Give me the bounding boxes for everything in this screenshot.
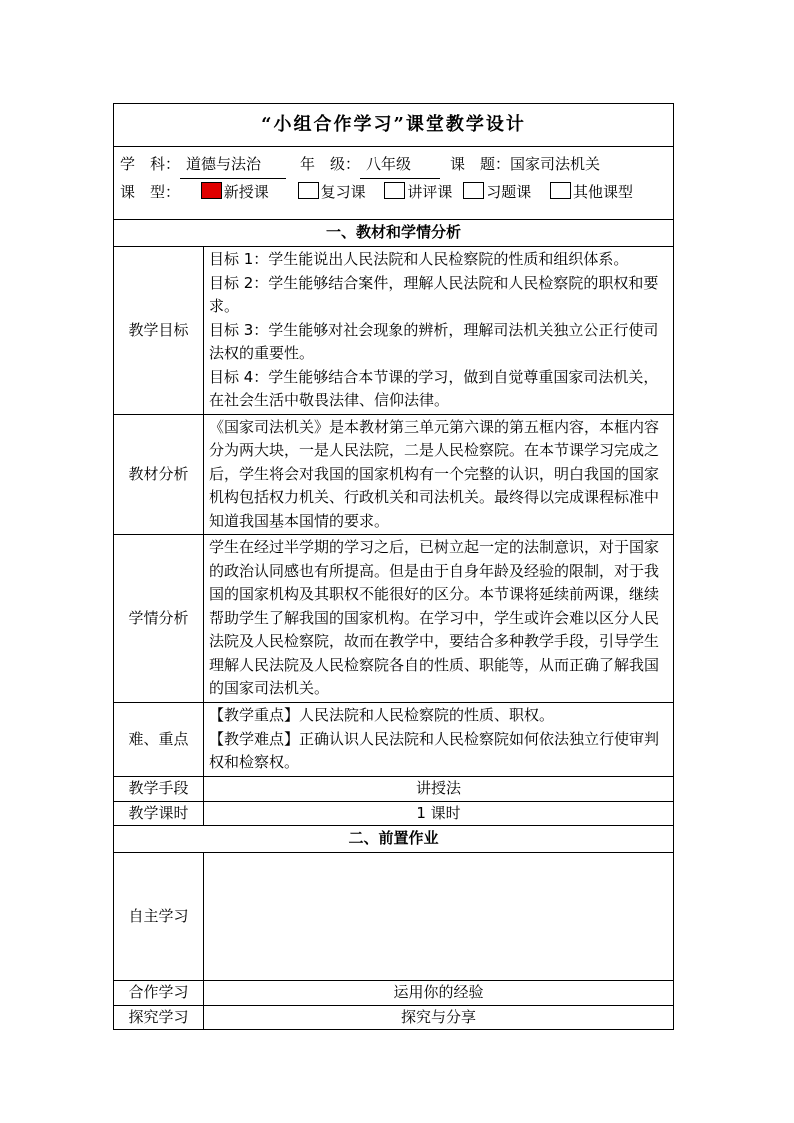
- subject-label: 学 科：: [120, 155, 181, 173]
- key-focus: 【教学重点】人民法院和人民检察院的性质、职权。: [209, 706, 555, 725]
- goals-label: 教学目标: [114, 247, 204, 415]
- goals-content: [204, 247, 674, 415]
- hours-label: 教学课时: [114, 801, 204, 826]
- type-option-new[interactable]: 新授课: [201, 183, 269, 201]
- meta-line-1: [120, 151, 667, 179]
- type-option-review[interactable]: 复习课: [298, 183, 366, 201]
- section-heading-prework: 二、前置作业: [114, 826, 674, 853]
- document-title: “小组合作学习”课堂教学设计: [114, 104, 674, 147]
- self-study-label: 自主学习: [114, 853, 204, 981]
- topic-label: 课 题：: [450, 155, 511, 173]
- coop-label: 合作学习: [114, 981, 204, 1006]
- self-study-content[interactable]: [204, 853, 674, 981]
- type-option-exercise[interactable]: 习题课: [463, 183, 531, 201]
- explore-label: 探究学习: [114, 1005, 204, 1030]
- hours-value: 1 课时: [204, 801, 674, 826]
- lesson-plan-table: [113, 103, 674, 1030]
- goal-item: 目标 1：学生能说出人民法院和人民检察院的性质和组织体系。: [209, 250, 629, 269]
- students-label: 学情分析: [114, 535, 204, 703]
- material-content: 《国家司法机关》是本教材第三单元第六课的第五框内容，本框内容分为两大块，一是人民法院，二是人民检察院。在本节课学习完成之后，学生将会对我国的国家机构有一个完整的认识，明白我国的国家机构包括权力机关、行政机关和司法机关。最终得以完成课程标准中知道我国基本国情的要求。: [204, 415, 674, 535]
- subject-value: 道德与法治: [180, 151, 286, 179]
- checkbox-icon[interactable]: [550, 182, 571, 199]
- key-label: 难、重点: [114, 703, 204, 777]
- method-label: 教学手段: [114, 777, 204, 802]
- topic-value: 国家司法机关: [510, 155, 601, 173]
- checkbox-icon[interactable]: [463, 182, 484, 199]
- goal-item: 目标 4：学生能够结合本节课的学习，做到自觉尊重国家司法机关，在社会生活中敬畏法律、信仰法律。: [209, 367, 659, 410]
- checkbox-icon[interactable]: [384, 182, 405, 199]
- students-content: 学生在经过半学期的学习之后，已树立起一定的法制意识，对于国家的政治认同感也有所提高。但是由于自身年龄及经验的限制，对于我国的国家机构及其职权不能很好的区分。本节课将延续前两课，继续帮助学生了解我国的国家机构。在学习中，学生或许会难以区分人民法院及人民检察院，故而在教学中，要结合多种教学手段，引导学生理解人民法院及人民检察院各自的性质、职能等，从而正确了解我国的国家司法机关。: [204, 535, 674, 703]
- goal-item: 目标 3：学生能够对社会现象的辨析，理解司法机关独立公正行使司法权的重要性。: [209, 320, 659, 363]
- section-heading-analysis: 一、教材和学情分析: [114, 220, 674, 247]
- lesson-plan-page: [113, 103, 673, 1030]
- meta-line-2: [120, 179, 667, 206]
- type-option-other[interactable]: 其他课型: [550, 183, 633, 201]
- checkbox-checked-icon[interactable]: [201, 182, 222, 199]
- method-value: 讲授法: [204, 777, 674, 802]
- coop-value: 运用你的经验: [204, 981, 674, 1006]
- key-content: [204, 703, 674, 777]
- grade-value: 八年级: [360, 151, 440, 179]
- type-label: 课 型：: [120, 183, 181, 201]
- explore-value: 探究与分享: [204, 1005, 674, 1030]
- grade-label: 年 级：: [300, 155, 361, 173]
- checkbox-icon[interactable]: [298, 182, 319, 199]
- key-difficulty: 【教学难点】正确认识人民法院和人民检察院如何依法独立行使审判权和检察权。: [209, 729, 660, 772]
- meta-block: [114, 147, 674, 220]
- material-label: 教材分析: [114, 415, 204, 535]
- goal-item: 目标 2：学生能够结合案件，理解人民法院和人民检察院的职权和要求。: [209, 273, 659, 316]
- type-option-comment[interactable]: 讲评课: [384, 183, 452, 201]
